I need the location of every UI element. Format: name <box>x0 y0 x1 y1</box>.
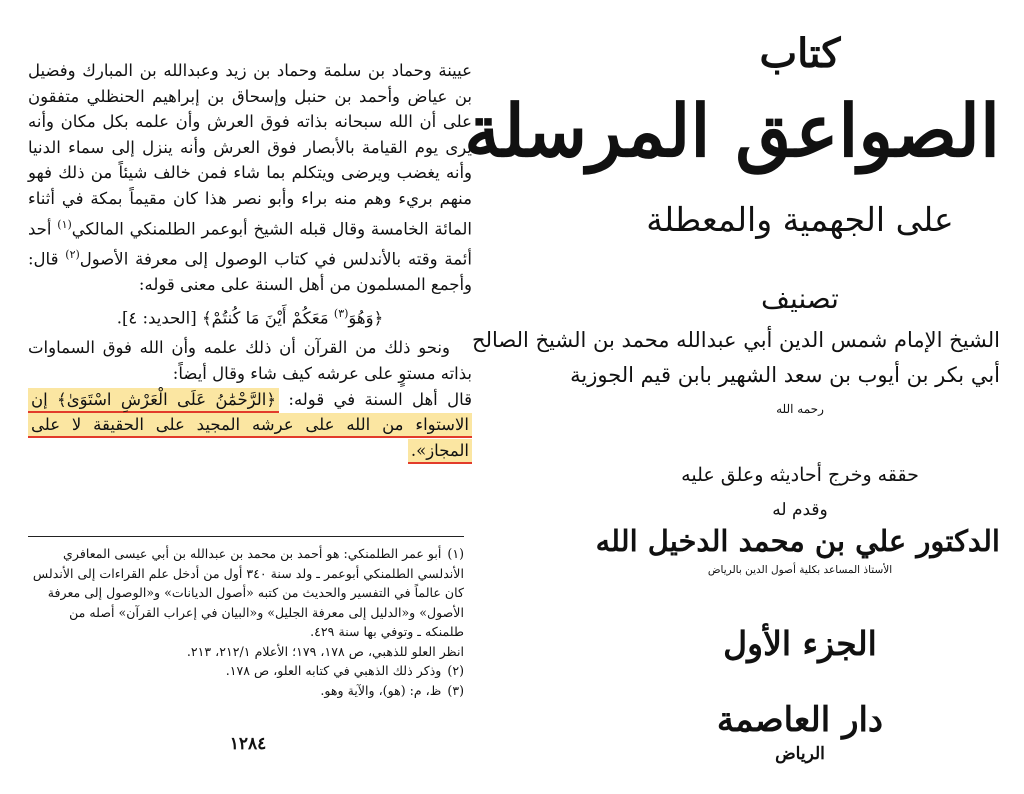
footnote-2-marker: (٢) <box>65 247 80 261</box>
paragraph-1-text-c: قال: وأجمع المسلمون من أهل السنة على معنى قوله: <box>28 249 472 294</box>
footnote-1-marker: (١) <box>57 217 72 231</box>
editor-title: الأستاذ المساعد بكلية أصول الدين بالرياض <box>707 564 893 576</box>
highlighted-quote-2: الاستواء من الله على عرشه المجيد على الحقيقة لا على <box>28 413 472 438</box>
book-title: الصواعق المرسلة <box>464 88 1000 173</box>
paragraph-2: ونحو ذلك من القرآن أن ذلك علمه وأن الله فوق السماوات بذاته مستوٍ على عرشه كيف شاء وقال أيضاً: <box>28 338 472 384</box>
kitab-label: كتاب <box>759 30 841 77</box>
author-line-1: الشيخ الإمام شمس الدين أبي عبدالله محمد بن الشيخ الصالح <box>472 328 1000 352</box>
author-line-2: أبي بكر بن أيوب بن سعد الشهير بابن قيم الجوزية <box>570 363 1000 387</box>
paragraph-1 <box>28 58 472 297</box>
verse-text-b: مَعَكُمْ أَيْنَ مَا كُنتُمْ﴾ [الحديد: ٤]. <box>116 308 334 328</box>
paragraph-1-text-b: أحد أئمة وقته بالأندلس في كتاب الوصول إلى معرفة الأصول <box>28 219 472 269</box>
authorship-label: تصنيف <box>761 282 839 315</box>
footnote-divider <box>28 536 464 537</box>
footnotes <box>28 544 464 700</box>
main-text <box>28 58 472 463</box>
highlighted-quote-3: المجاز». <box>408 439 472 464</box>
paragraph-3-prefix: قال أهل السنة في قوله <box>293 389 472 409</box>
left-page <box>28 58 472 778</box>
page-number: ١٢٨٤ <box>229 734 267 754</box>
author-blessing: رحمه الله <box>776 402 824 416</box>
footnote-3-text: ظ، م: (هو)، والآية وهو. <box>320 682 442 698</box>
book-subtitle: على الجهمية والمعطلة <box>646 200 954 239</box>
footnote-3-marker: (٣) <box>333 307 349 321</box>
footnote-1-reference: انظر العلو للذهبي، ص ١٧٨، ١٧٩؛ الأعلام ٢١٢/١، ٢١٣. <box>186 643 464 659</box>
footnote-2-number: (٢) <box>447 663 464 678</box>
publisher-city: الرياض <box>775 744 825 764</box>
introduction-credit: وقدم له <box>772 500 828 520</box>
editor-name: الدكتور علي بن محمد الدخيل الله <box>595 524 1000 558</box>
highlighted-quote-1: ﴿الرَّحْمَٰنُ عَلَى الْعَرْشِ اسْتَوَىٰ﴾ إن <box>28 388 279 413</box>
footnote-3 <box>28 681 464 701</box>
footnote-2-text: وذكر ذلك الذهبي في كتابه العلو، ص ١٧٨. <box>225 663 442 678</box>
publisher-name: دار العاصمة <box>716 700 884 740</box>
quran-verse <box>28 301 472 331</box>
footnote-1 <box>28 544 464 642</box>
editing-credit: حققه وخرج أحاديثه وعلق عليه <box>681 464 919 486</box>
verse-text: ﴿وَهُوَ <box>348 308 384 328</box>
title-page <box>464 30 1000 770</box>
paragraph-3: قال أهل السنة في قوله: ﴿الرَّحْمَٰنُ عَلَى الْعَرْشِ اسْتَوَىٰ﴾ إن الاستواء من الله على عرشه المجيد على الحقيقة لا على المجاز». <box>28 387 472 464</box>
paragraph-1-text: عيينة وحماد بن سلمة وحماد بن زيد وعبدالله بن المبارك وفضيل بن عياض وأحمد بن حنبل وإسحاق بن إبراهيم الحنظلي متفقون على أن الله سبحانه بذاته فوق العرش وأن علمه بكل مكان وأنه يرى يوم القيامة بالأبصار فوق العرش وأنه ينزل إلى سماء الدنيا وأنه يغضب ويرضى ويتكلم بما شاء فمن خالف شيئاً من ذلك فهو منهم بريء وهم منه براء وأبو نصر هذا كان مقيماً بمكة في أثناء المائة الخامسة وقال قبله الشيخ أبوعمر الطلمنكي المالكي <box>28 61 472 239</box>
volume-label: الجزء الأول <box>723 624 877 663</box>
footnote-3-number: (٣) <box>447 682 464 698</box>
footnote-1-text: أبو عمر الطلمنكي: هو أحمد بن محمد بن عبدالله بن أبي عيسى المعافري الأندلسي الطلمنكي أبوعمر ـ ولد سنة ٣٤٠ أول من أدخل علم القراءات إلى الأندلس كان عالماً في التفسير والحديث من كتبه «أصول الديانات» و«الوصول إلى معرفة الأصول» و«الدليل إلى معرفة الجليل» و«البيان في إعراب القرآن» أصله من طلمنكه ـ وتوفي بها سنة ٤٢٩. <box>32 546 464 639</box>
footnote-1-number: (١) <box>447 546 464 561</box>
footnote-2 <box>28 661 464 681</box>
